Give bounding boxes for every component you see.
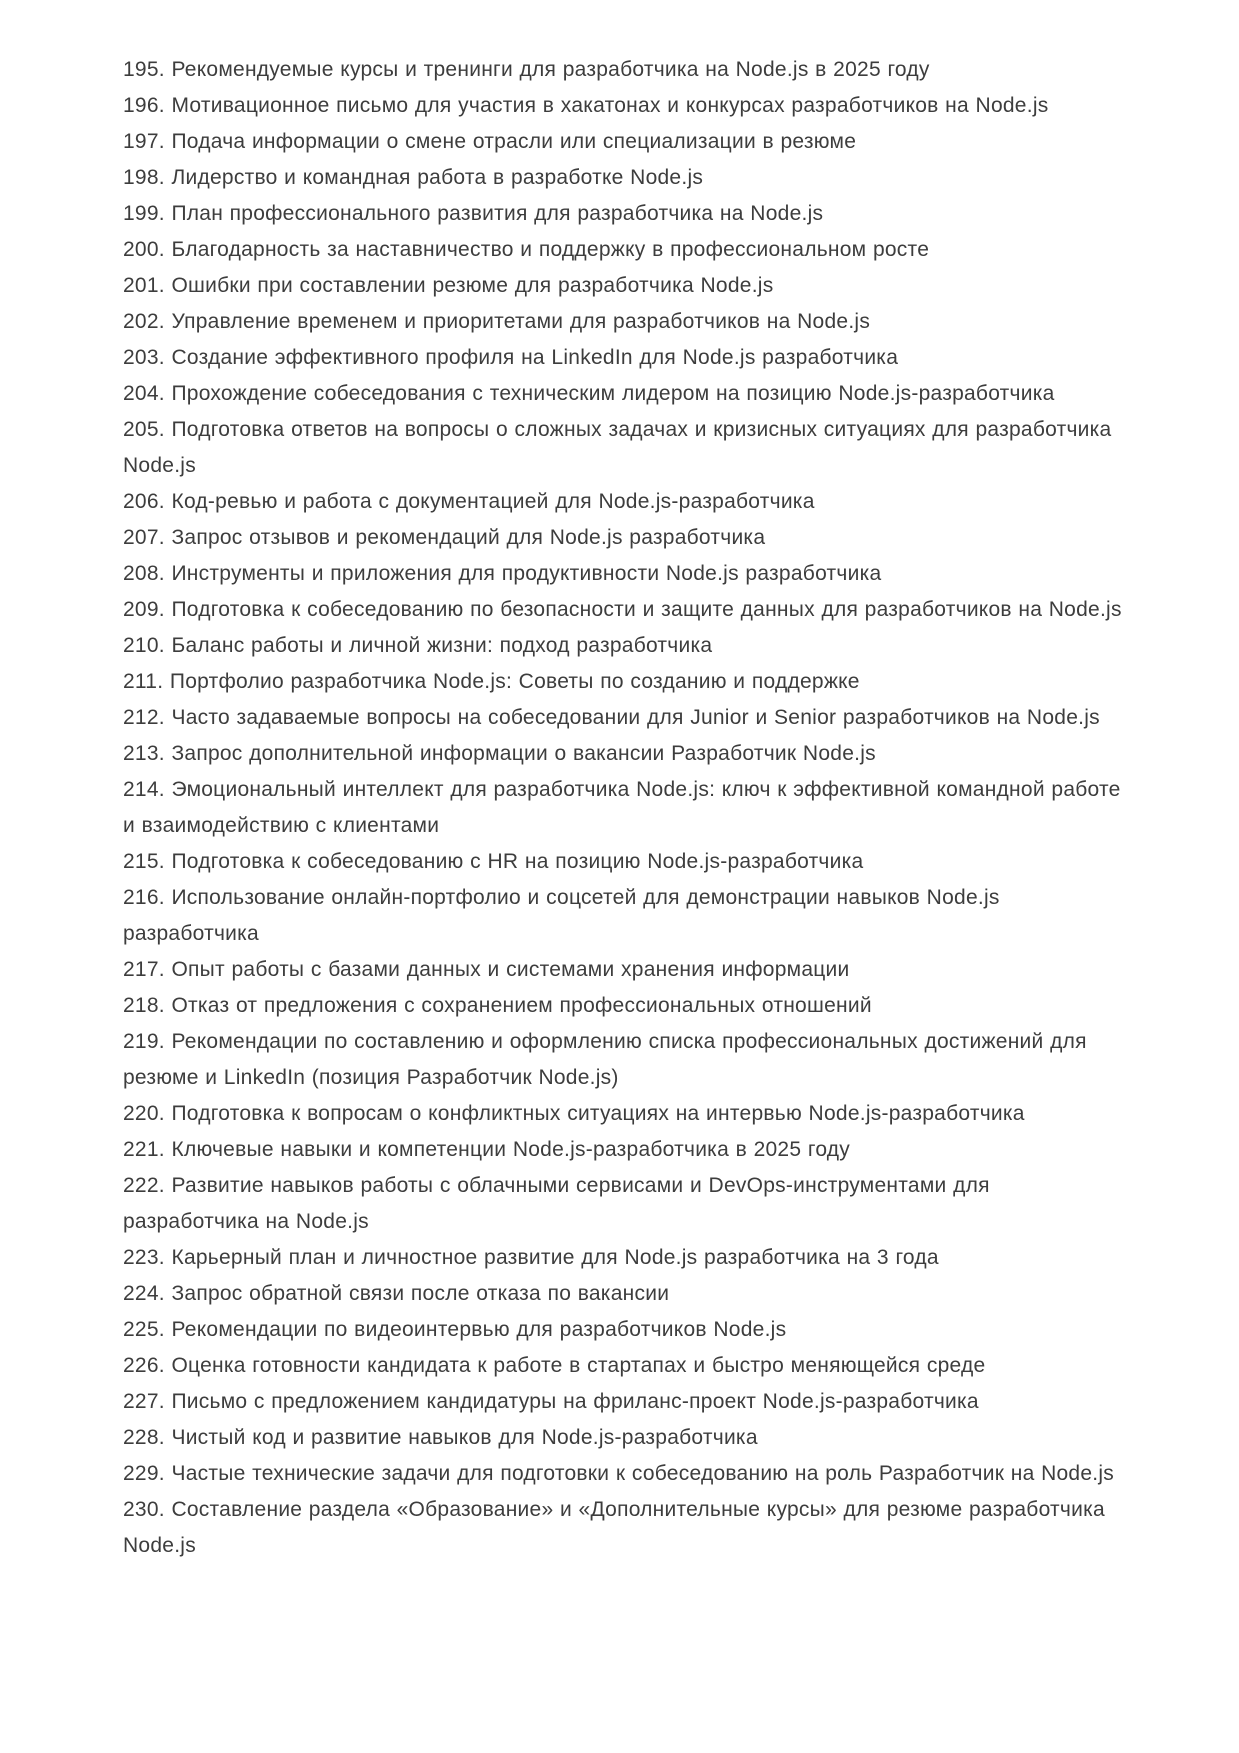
list-item: 211. Портфолио разработчика Node.js: Советы по созданию и поддержке <box>123 670 860 693</box>
list-item: 219. Рекомендации по составлению и оформлению списка профессиональных достижений для резюме и LinkedIn (позиция Разработчик Node.js) <box>123 1030 1087 1089</box>
list-item: 203. Создание эффективного профиля на LinkedIn для Node.js разработчика <box>123 346 899 369</box>
list-item: 229. Частые технические задачи для подготовки к собеседованию на роль Разработчик на Node.js <box>123 1462 1115 1485</box>
list-item: 226. Оценка готовности кандидата к работе в стартапах и быстро меняющейся среде <box>123 1354 986 1377</box>
list-item: 228. Чистый код и развитие навыков для Node.js-разработчика <box>123 1426 758 1449</box>
list-item: 196. Мотивационное письмо для участия в хакатонах и конкурсах разработчиков на Node.js <box>123 94 1049 117</box>
list-item: 213. Запрос дополнительной информации о вакансии Разработчик Node.js <box>123 742 876 765</box>
list-item: 202. Управление временем и приоритетами для разработчиков на Node.js <box>123 310 871 333</box>
list-item: 208. Инструменты и приложения для продуктивности Node.js разработчика <box>123 562 882 585</box>
list-item: 216. Использование онлайн-портфолио и соцсетей для демонстрации навыков Node.js разработчика <box>123 886 1000 945</box>
list-item: 218. Отказ от предложения с сохранением профессиональных отношений <box>123 994 872 1017</box>
list-item: 230. Составление раздела «Образование» и «Дополнительные курсы» для резюме разработчика Node.js <box>123 1498 1105 1557</box>
list-item: 223. Карьерный план и личностное развитие для Node.js разработчика на 3 года <box>123 1246 939 1269</box>
list-item: 221. Ключевые навыки и компетенции Node.js-разработчика в 2025 году <box>123 1138 851 1161</box>
list-item: 209. Подготовка к собеседованию по безопасности и защите данных для разработчиков на Node.js <box>123 598 1122 621</box>
list-item: 225. Рекомендации по видеоинтервью для разработчиков Node.js <box>123 1318 787 1341</box>
list-item: 210. Баланс работы и личной жизни: подход разработчика <box>123 634 713 657</box>
list-item: 195. Рекомендуемые курсы и тренинги для разработчика на Node.js в 2025 году <box>123 58 930 81</box>
list-item: 215. Подготовка к собеседованию с HR на позицию Node.js-разработчика <box>123 850 864 873</box>
list-item: 212. Часто задаваемые вопросы на собеседовании для Junior и Senior разработчиков на Node.js <box>123 706 1100 729</box>
list-item: 220. Подготовка к вопросам о конфликтных ситуациях на интервью Node.js-разработчика <box>123 1102 1025 1125</box>
list-item: 205. Подготовка ответов на вопросы о сложных задачах и кризисных ситуациях для разработчика Node.js <box>123 418 1112 477</box>
list-item: 200. Благодарность за наставничество и поддержку в профессиональном росте <box>123 238 930 261</box>
list-item: 198. Лидерство и командная работа в разработке Node.js <box>123 166 704 189</box>
list-item: 207. Запрос отзывов и рекомендаций для Node.js разработчика <box>123 526 766 549</box>
list-item: 214. Эмоциональный интеллект для разработчика Node.js: ключ к эффективной командной работе и взаимодействию с клиентами <box>123 778 1121 837</box>
list-item: 217. Опыт работы с базами данных и системами хранения информации <box>123 958 850 981</box>
list-item: 197. Подача информации о смене отрасли или специализации в резюме <box>123 130 857 153</box>
list-item: 224. Запрос обратной связи после отказа по вакансии <box>123 1282 670 1305</box>
list-item: 204. Прохождение собеседования с техническим лидером на позицию Node.js-разработчика <box>123 382 1055 405</box>
list-item: 199. План профессионального развития для разработчика на Node.js <box>123 202 824 225</box>
list-item: 201. Ошибки при составлении резюме для разработчика Node.js <box>123 274 774 297</box>
list-item: 222. Развитие навыков работы с облачными сервисами и DevOps-инструментами для разработчика на Node.js <box>123 1174 990 1233</box>
list-item: 227. Письмо с предложением кандидатуры на фриланс-проект Node.js-разработчика <box>123 1390 979 1413</box>
list-item: 206. Код-ревью и работа с документацией для Node.js-разработчика <box>123 490 815 513</box>
